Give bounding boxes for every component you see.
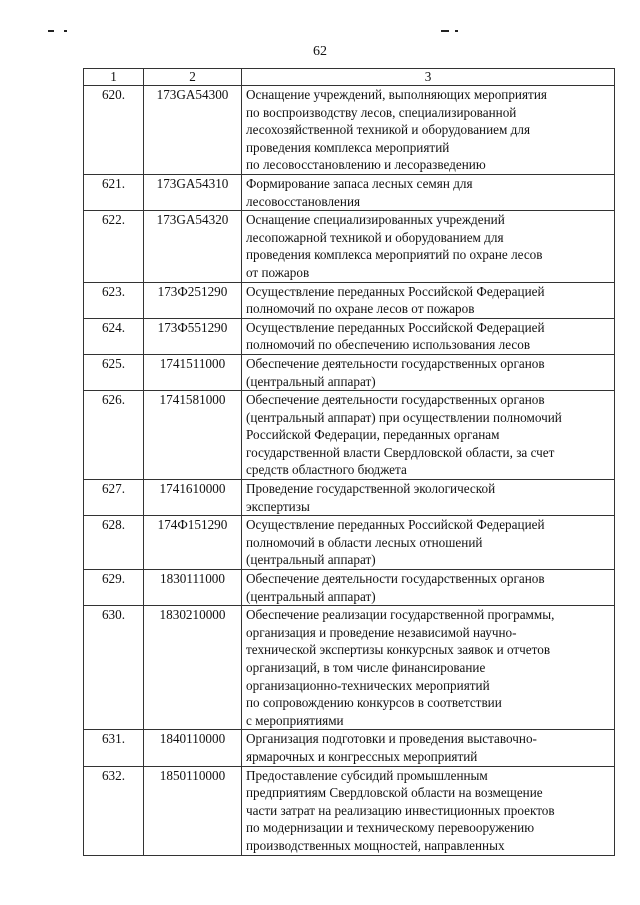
description-line: Осуществление переданных Российской Федерацией xyxy=(246,517,545,533)
row-number: 623. xyxy=(84,282,144,318)
description-line: организаций, в том числе финансирование xyxy=(246,660,486,675)
table-row xyxy=(84,606,615,730)
description-line: Проведение государственной экологической xyxy=(246,481,496,497)
description-line: от пожаров xyxy=(246,264,310,280)
description-line: проведения комплекса мероприятий по охране лесов xyxy=(246,247,543,263)
table-row xyxy=(84,86,615,175)
description-line: (центральный аппарат) при осуществлении полномочий xyxy=(246,409,562,425)
column-header-number: 1 xyxy=(84,69,144,86)
description-line: части затрат на реализацию инвестиционных проектов xyxy=(246,802,555,818)
row-number: 627. xyxy=(84,480,144,516)
row-description xyxy=(242,174,615,210)
page-number: 62 xyxy=(313,44,327,59)
row-description xyxy=(242,516,615,570)
description-line: Оснащение учреждений, выполняющих мероприятия xyxy=(246,87,547,102)
row-number: 629. xyxy=(84,570,144,606)
description-line: производственных мощностей, направленных xyxy=(246,837,505,853)
row-description xyxy=(242,211,615,282)
description-line: полномочий по охране лесов от пожаров xyxy=(246,301,475,317)
description-line: полномочий по обеспечению использования лесов xyxy=(246,337,531,353)
row-number: 632. xyxy=(84,766,144,855)
description-line: Оснащение специализированных учреждений xyxy=(246,212,505,228)
row-number: 631. xyxy=(84,730,144,766)
description-line: лесопожарной техникой и оборудованием для xyxy=(246,229,504,245)
row-code: 1741581000 xyxy=(144,391,242,480)
table-row xyxy=(84,570,615,606)
description-line: Осуществление переданных Российской Федерацией xyxy=(246,283,545,299)
table-row xyxy=(84,766,615,855)
row-code: 173Ф551290 xyxy=(144,318,242,354)
row-number: 624. xyxy=(84,318,144,354)
description-line: лесохозяйственной техникой и оборудованием для xyxy=(246,122,531,138)
row-description xyxy=(242,766,615,855)
description-line: организационно-технических мероприятий xyxy=(246,677,490,693)
row-code: 1830111000 xyxy=(144,570,242,606)
description-line: по лесовосстановлению и лесоразведению xyxy=(246,157,486,173)
row-description xyxy=(242,391,615,480)
description-line: средств областного бюджета xyxy=(246,462,407,478)
column-header-description: 3 xyxy=(242,69,615,86)
scan-mark-right-small xyxy=(455,30,458,32)
description-line: экспертизы xyxy=(246,498,310,514)
description-line: Обеспечение деятельности государственных органов xyxy=(246,355,545,371)
description-line: полномочий в области лесных отношений xyxy=(246,534,483,550)
description-line: (центральный аппарат) xyxy=(246,552,376,568)
document-table xyxy=(83,68,615,856)
description-line: технической экспертизы конкурсных заявок и отчетов xyxy=(246,642,551,658)
row-number: 622. xyxy=(84,211,144,282)
table-body xyxy=(84,86,615,856)
description-line: Обеспечение деятельности государственных органов xyxy=(246,571,545,587)
description-line: организация и проведение независимой научно- xyxy=(246,624,517,640)
row-code: 1840110000 xyxy=(144,730,242,766)
description-line: по сопровождению конкурсов в соответствии xyxy=(246,695,502,711)
row-number: 625. xyxy=(84,354,144,390)
column-header-code: 2 xyxy=(144,69,242,86)
row-description xyxy=(242,318,615,354)
description-line: по воспроизводству лесов, специализированной xyxy=(246,104,517,120)
description-line: Организация подготовки и проведения выставочно- xyxy=(246,731,537,747)
description-line: Предоставление субсидий промышленным xyxy=(246,767,488,783)
row-number: 621. xyxy=(84,174,144,210)
scan-mark-right xyxy=(441,30,449,32)
row-code: 173Ф251290 xyxy=(144,282,242,318)
table-row xyxy=(84,480,615,516)
description-line: Формирование запаса лесных семян для xyxy=(246,175,473,191)
row-description xyxy=(242,570,615,606)
table-row xyxy=(84,354,615,390)
row-number: 628. xyxy=(84,516,144,570)
row-number: 626. xyxy=(84,391,144,480)
scan-mark-left-small xyxy=(64,30,67,32)
description-line: проведения комплекса мероприятий xyxy=(246,139,450,155)
description-line: предприятиям Свердловской области на возмещение xyxy=(246,785,543,801)
table-header-row xyxy=(84,69,615,86)
description-line: Обеспечение реализации государственной программы, xyxy=(246,607,555,623)
description-line: по модернизации и техническому перевооружению xyxy=(246,820,535,836)
description-line: с мероприятиями xyxy=(246,712,344,728)
table-row xyxy=(84,282,615,318)
table-row xyxy=(84,516,615,570)
table-row xyxy=(84,318,615,354)
row-code: 173GA54310 xyxy=(144,174,242,210)
row-description xyxy=(242,480,615,516)
description-line: государственной власти Свердловской области, за счет xyxy=(246,444,555,460)
description-line: ярмарочных и конгрессных мероприятий xyxy=(246,748,478,764)
description-line: Осуществление переданных Российской Федерацией xyxy=(246,319,545,335)
description-line: Российской Федерации, переданных органам xyxy=(246,427,500,443)
row-number: 620. xyxy=(84,86,144,175)
table-row xyxy=(84,730,615,766)
row-code: 173GA54320 xyxy=(144,211,242,282)
table-row xyxy=(84,211,615,282)
description-line: лесовосстановления xyxy=(246,193,361,209)
row-description xyxy=(242,86,615,175)
row-description xyxy=(242,606,615,730)
row-number: 630. xyxy=(84,606,144,730)
row-description xyxy=(242,730,615,766)
scan-mark-left xyxy=(48,30,54,32)
row-description xyxy=(242,354,615,390)
table-row xyxy=(84,391,615,480)
description-line: (центральный аппарат) xyxy=(246,373,376,389)
row-description xyxy=(242,282,615,318)
row-code: 1830210000 xyxy=(144,606,242,730)
row-code: 174Ф151290 xyxy=(144,516,242,570)
row-code: 173GA54300 xyxy=(144,86,242,175)
row-code: 1741610000 xyxy=(144,480,242,516)
description-line: Обеспечение деятельности государственных органов xyxy=(246,392,545,408)
row-code: 1850110000 xyxy=(144,766,242,855)
description-line: (центральный аппарат) xyxy=(246,588,376,604)
row-code: 1741511000 xyxy=(144,354,242,390)
table-row xyxy=(84,174,615,210)
